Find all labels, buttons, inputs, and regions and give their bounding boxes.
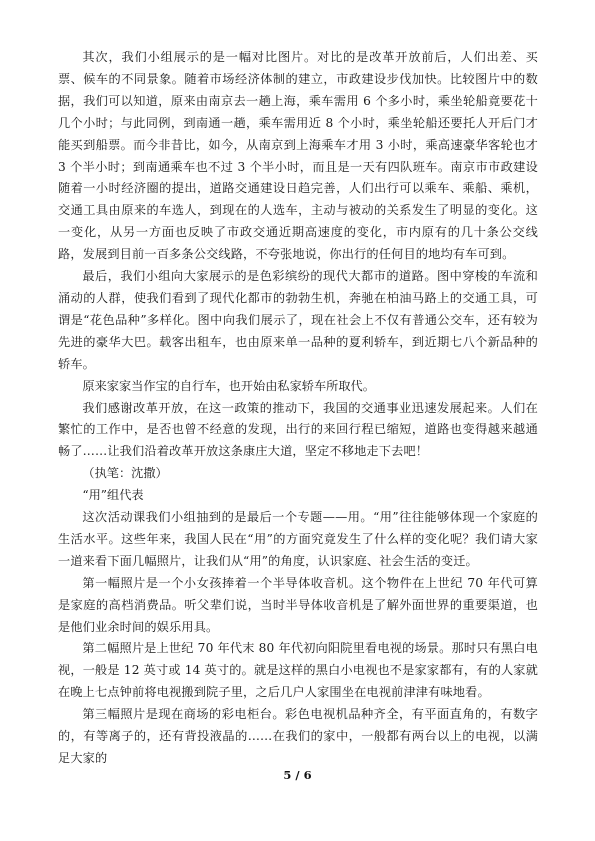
paragraph-bicycles: 原来家家当作宝的自行车，也开始由私家轿车所取代。 — [82, 378, 375, 393]
paragraph-modern-roads: 最后，我们小组向大家展示的是色彩缤纷的现代大都市的道路。图中穿梭的车流和涌动的人群，使我们看到了现代化都市的勃勃生机，奔驰在柏油马路上的交通工具，可谓是“花色品种”多样化。图中向我们展示了，现在社会上不仅有普通公交车，还有较为先进的豪华大巴。载客出租车，也由原来单一品种的夏利轿车，到近期七八个新品种的轿车。 — [58, 269, 538, 371]
author-credit: （执笔：沈撒） — [82, 466, 168, 481]
paragraph-photo-two: 第二幅照片是上世纪 70 年代末 80 年代初向阳院里看电视的场景。那时只有黑白电视，一般是 12 英寸或 14 英寸的。就是这样的黑白小电视也不是家家都有，有的人家就在晚上七点钟前将电视搬到院子里，之后几户人家围坐在电视前津津有味地看。 — [58, 641, 538, 700]
section-heading-yong: “用”组代表 — [82, 488, 144, 503]
page-number: 5 / 6 — [283, 768, 312, 782]
paragraph-photo-one: 第一幅照片是一个小女孩捧着一个半导体收音机。这个物件在上世纪 70 年代可算是家庭的高档消费品。听父辈们说，当时半导体收音机是了解外面世界的重要渠道，也是他们业余时间的娱乐用具。 — [58, 575, 538, 634]
paragraph-thanks-reform: 我们感谢改革开放，在这一政策的推动下，我国的交通事业迅速发展起来。人们在繁忙的工作中，是否也曾不经意的发现，出行的来回行程已缩短，道路也变得越来越通畅了……让我们沿着改革开放这条康庄大道，坚定不移地走下去吧！ — [58, 400, 538, 459]
paragraph-comparison: 其次，我们小组展示的是一幅对比图片。对比的是改革开放前后，人们出差、买票、候车的不同景象。随着市场经济体制的建立，市政建设步伐加快。比较图片中的数据，我们可以知道，原来由南京去一趟上海，乘车需用 6 个多小时，乘坐轮船竟要花十几个小时；与此同例，到南通一趟，乘车需用近 8 个小时，乘坐轮船还要托人开后门才能买到船票。而今非昔比，如今，从南京到上海乘车才用 3 小时，乘高速豪华客轮也才 3 个半小时；到南通乘车也不过 3 个半小时，而且是一天有四队班车。南京市市政建设随着一小时经济圈的提出，道路交通建设日趋完善，人们出行可以乘车、乘船、乘机，交通工具由原来的车选人，到现在的人选车，主动与被动的关系发生了明显的变化。这一变化，从另一方面也反映了市政交通近期高速度的变化，市内原有的几十条公交线路，发展到目前一百多条公交线路，不夸张地说，你出行的任何目的地均有车可到。 — [58, 50, 538, 262]
paragraph-yong-intro: 这次活动课我们小组抽到的是最后一个专题——用。“用”往往能够体现一个家庭的生活水平。这些年来，我国人民在“用”的方面究竟发生了什么样的变化呢？我们请大家一道来看下面几幅照片，让我们从“用”的角度，认识家庭、社会生活的变迁。 — [58, 510, 538, 568]
document-body — [58, 47, 538, 770]
paragraph-photo-three: 第三幅照片是现在商场的彩电柜台。彩色电视机品种齐全，有平面直角的，有数字的，有等离子的，还有背投液晶的……在我们的家中，一般都有两台以上的电视，以满足大家的 — [58, 707, 538, 765]
